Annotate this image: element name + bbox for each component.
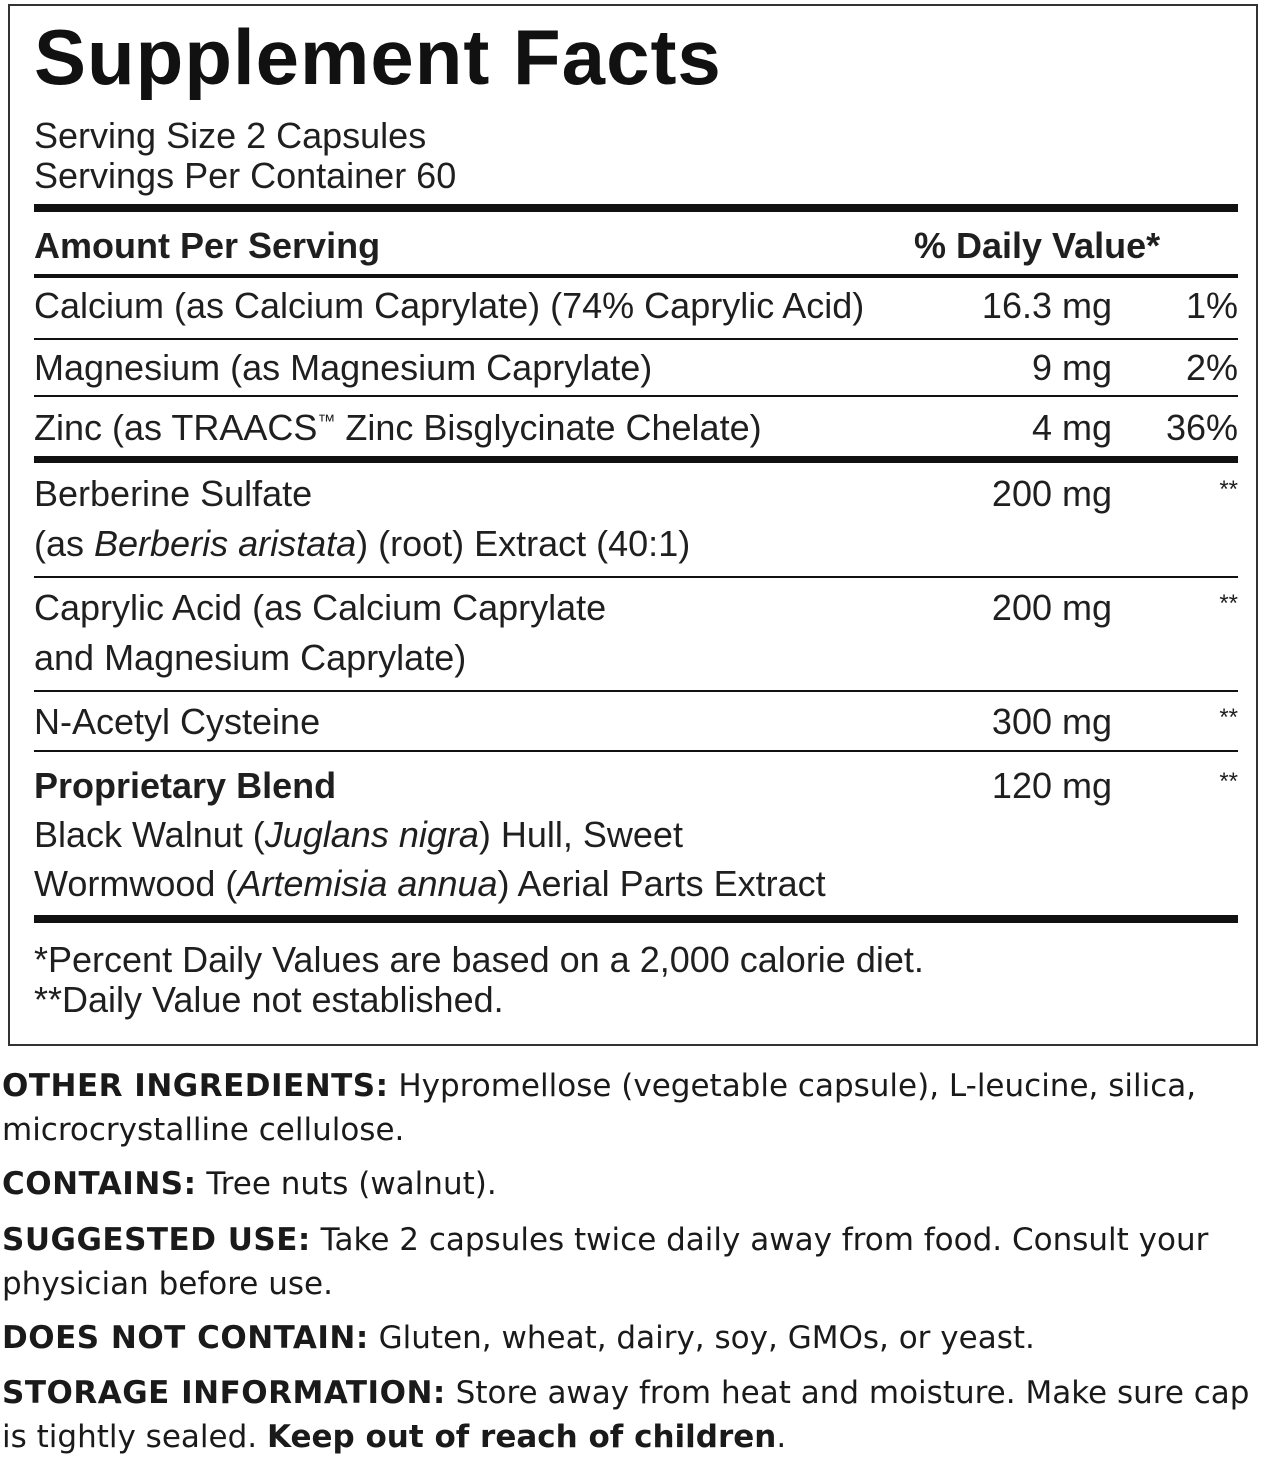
row-calcium-name: Calcium (as Calcium Caprylate) (74% Caprylic Acid) (34, 285, 865, 326)
row-nac-name: N-Acetyl Cysteine (34, 701, 321, 742)
contains-label: CONTAINS: (2, 1166, 197, 1202)
row-blend-amount: 120 mg (991, 765, 1112, 806)
footnote-daily-values: *Percent Daily Values are based on a 2,000 calorie diet. (34, 939, 924, 980)
row-berberine-dv: ** (1219, 476, 1238, 503)
header-amount-per-serving: Amount Per Serving (34, 225, 381, 266)
suggested-use-text: Take 2 capsules twice daily away from food. Consult your physician before use. (2, 1222, 1209, 1302)
header-daily-value: % Daily Value* (914, 225, 1161, 266)
row-nac-dv: ** (1219, 704, 1238, 731)
storage-text: Store away from heat and moisture. Make sure cap is tightly sealed. (2, 1375, 1250, 1455)
row-magnesium-dv: 2% (1185, 347, 1238, 388)
storage-information (2, 1371, 1262, 1459)
row-berberine-amount: 200 mg (991, 473, 1112, 514)
divider (34, 690, 1238, 692)
suggested-use-label: SUGGESTED USE: (2, 1222, 311, 1258)
row-berberine-line1: Berberine Sulfate (34, 473, 313, 514)
divider (34, 395, 1238, 397)
row-blend-line1: Proprietary Blend (34, 765, 337, 806)
row-zinc-amount: 4 mg (1031, 407, 1112, 448)
row-blend-line2: Black Walnut (Juglans nigra) Hull, Sweet (34, 814, 683, 855)
row-caprylic-dv: ** (1219, 590, 1238, 617)
thick-divider (34, 456, 1238, 463)
does-not-contain-label: DOES NOT CONTAIN: (2, 1320, 369, 1356)
other-ingredients (2, 1064, 1262, 1152)
row-magnesium-name: Magnesium (as Magnesium Caprylate) (34, 347, 653, 388)
supplement-facts-panel (8, 4, 1258, 1046)
divider (34, 750, 1238, 752)
storage-warning: Keep out of reach of children (266, 1419, 777, 1455)
storage-label: STORAGE INFORMATION: (2, 1375, 446, 1411)
row-calcium-amount: 16.3 mg (981, 285, 1112, 326)
row-blend-line3: Wormwood (Artemisia annua) Aerial Parts Extract (34, 863, 826, 904)
thick-divider (34, 204, 1238, 212)
row-calcium-dv: 1% (1185, 285, 1238, 326)
contains (2, 1162, 1262, 1206)
storage-end: . (776, 1419, 787, 1455)
other-ingredients-text: Hypromellose (vegetable capsule), L-leucine, silica, microcrystalline cellulose. (2, 1068, 1197, 1148)
row-blend-dv: ** (1219, 768, 1238, 795)
footnote-not-established: **Daily Value not established. (34, 979, 504, 1020)
row-zinc-dv: 36% (1165, 407, 1238, 448)
suggested-use (2, 1218, 1262, 1306)
thick-divider (34, 915, 1238, 923)
does-not-contain-text: Gluten, wheat, dairy, soy, GMOs, or yeast. (368, 1320, 1035, 1356)
contains-text: Tree nuts (walnut). (196, 1166, 497, 1202)
other-ingredients-label: OTHER INGREDIENTS: (2, 1068, 389, 1104)
row-caprylic-line2: and Magnesium Caprylate) (34, 637, 467, 678)
does-not-contain (2, 1316, 1262, 1360)
row-zinc-name: Zinc (as TRAACS™ Zinc Bisglycinate Chelate) (34, 407, 762, 448)
divider (34, 338, 1238, 340)
divider (34, 274, 1238, 278)
row-magnesium-amount: 9 mg (1031, 347, 1112, 388)
row-caprylic-amount: 200 mg (991, 587, 1112, 628)
servings-per-container: Servings Per Container 60 (34, 155, 457, 196)
serving-size: Serving Size 2 Capsules (34, 115, 427, 156)
row-berberine-line2: (as Berberis aristata) (root) Extract (40:1) (34, 523, 691, 564)
panel-title: Supplement Facts (34, 13, 722, 101)
row-nac-amount: 300 mg (991, 701, 1112, 742)
divider (34, 576, 1238, 578)
row-caprylic-line1: Caprylic Acid (as Calcium Caprylate (34, 587, 607, 628)
